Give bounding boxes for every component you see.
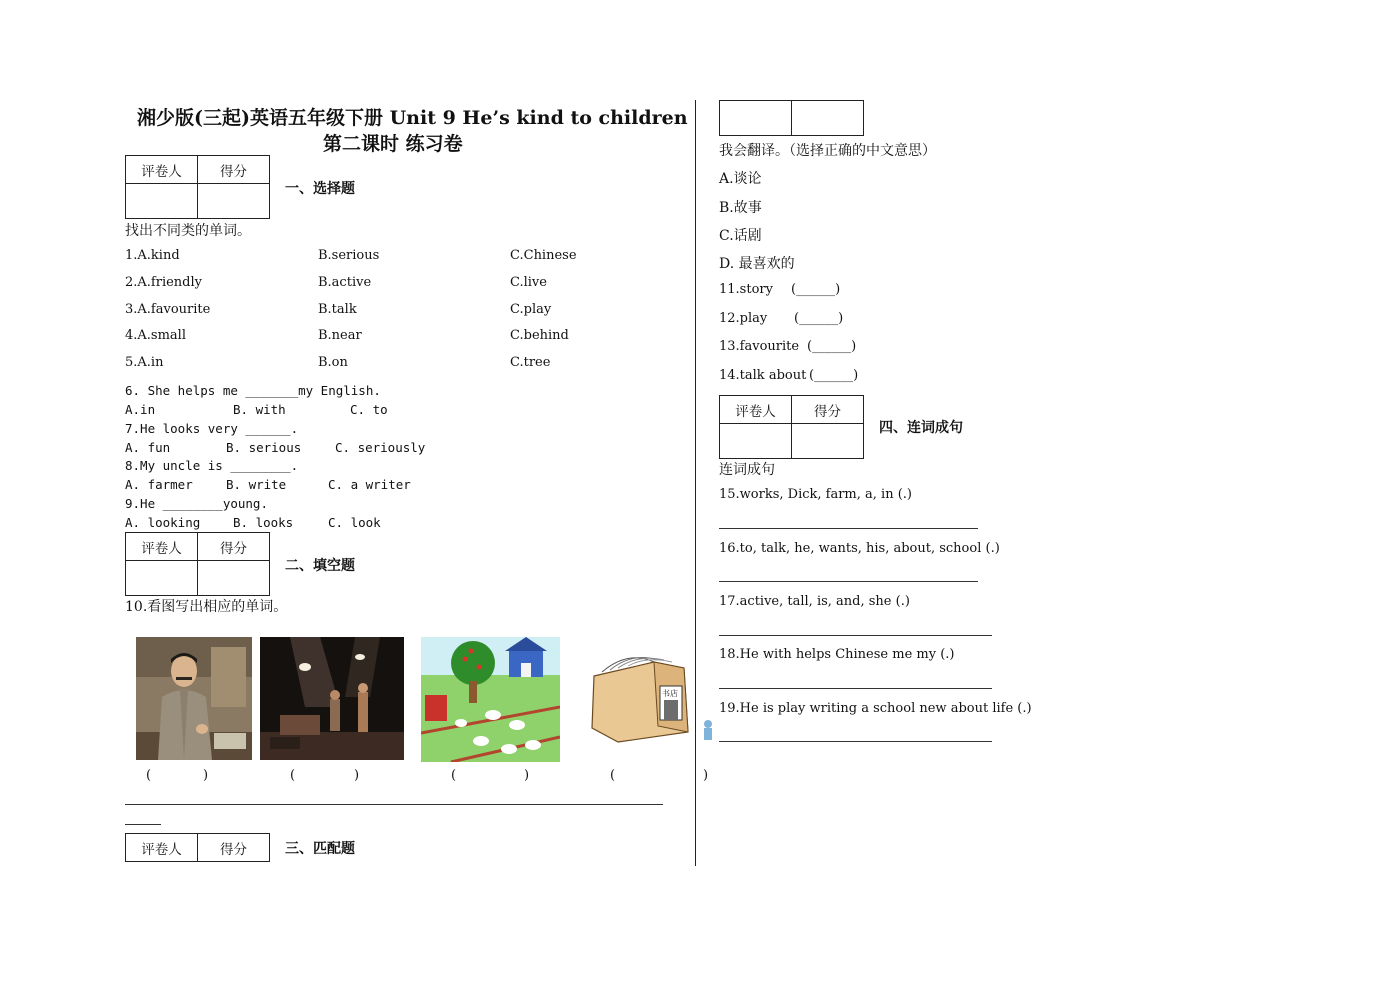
option-2c: C.live <box>510 275 547 290</box>
score-cell[interactable] <box>792 101 864 136</box>
option-2b: B.active <box>318 275 372 290</box>
score-box-3 <box>125 833 270 862</box>
question-6-a: A.in <box>125 402 156 417</box>
option-4c: C.behind <box>510 328 569 343</box>
sentence-15: 15.works, Dick, farm, a, in (.) <box>719 487 912 502</box>
reviewer-cell[interactable] <box>720 424 792 459</box>
question-7-c: C. seriously <box>335 440 426 455</box>
option-1c: C.Chinese <box>510 248 577 263</box>
score-label: 得分 <box>198 834 270 862</box>
part3-instruction: 我会翻译。（选择正确的中文意思） <box>719 143 936 159</box>
item-14-word: 14.talk about <box>719 368 807 383</box>
item-12-blank[interactable]: (______) <box>794 311 844 326</box>
answer-line-17[interactable] <box>719 635 992 636</box>
paren-close-2: ) <box>354 768 360 783</box>
title-line-2: 第二课时 练习卷 <box>323 133 463 155</box>
paren-close-3: ) <box>524 768 530 783</box>
question-7-a: A. fun <box>125 440 171 455</box>
question-8: 8.My uncle is ________. <box>125 458 299 473</box>
score-box-4 <box>719 395 864 459</box>
question-6-c: C. to <box>350 402 388 417</box>
translate-option-c: C.话剧 <box>719 228 762 244</box>
option-3c: C.play <box>510 302 552 317</box>
reviewer-label: 评卷人 <box>126 834 198 862</box>
question-9-a: A. looking <box>125 515 201 530</box>
translate-option-a: A.谈论 <box>719 171 762 187</box>
option-1a: 1.A.kind <box>125 248 180 263</box>
item-12-word: 12.play <box>719 311 768 326</box>
question-10: 10.看图写出相应的单词。 <box>125 599 288 615</box>
translate-option-d: D. 最喜欢的 <box>719 256 795 272</box>
paren-open-2: ( <box>290 768 296 783</box>
translate-option-b: B.故事 <box>719 200 762 216</box>
option-3a: 3.A.favourite <box>125 302 211 317</box>
answer-line-19[interactable] <box>719 741 992 742</box>
question-6: 6. She helps me _______my English. <box>125 383 381 398</box>
item-11-word: 11.story <box>719 282 773 297</box>
answer-line-15[interactable] <box>719 528 978 529</box>
question-8-a: A. farmer <box>125 477 193 492</box>
option-5a: 5.A.in <box>125 355 164 370</box>
item-13-word: 13.favourite <box>719 339 800 354</box>
section-1-heading: 一、选择题 <box>285 181 355 197</box>
paren-open-1: ( <box>146 768 152 783</box>
answer-line-10[interactable] <box>125 804 663 805</box>
paren-close-4: ) <box>703 768 709 783</box>
sentence-19: 19.He is play writing a school new about life (.) <box>719 701 1032 716</box>
reviewer-cell[interactable] <box>126 184 198 219</box>
score-cell[interactable] <box>792 424 864 459</box>
section-2-heading: 二、填空题 <box>285 558 355 574</box>
question-9-b: B. looks <box>233 515 294 530</box>
stage-play-image <box>260 637 404 760</box>
item-13-blank[interactable]: (______) <box>807 339 857 354</box>
score-label: 得分 <box>198 156 270 184</box>
answer-line-18[interactable] <box>719 688 992 689</box>
reviewer-label: 评卷人 <box>126 533 198 561</box>
part1-instruction: 找出不同类的单词。 <box>125 223 251 239</box>
score-box-1 <box>125 155 270 219</box>
sentence-17: 17.active, tall, is, and, she (.) <box>719 594 910 609</box>
option-5b: B.on <box>318 355 348 370</box>
item-14-blank[interactable]: (______) <box>809 368 859 383</box>
sentence-18: 18.He with helps Chinese me my (.) <box>719 647 955 662</box>
score-box-3-cells <box>719 100 864 136</box>
writer-portrait-image <box>136 637 252 760</box>
question-9-c: C. look <box>328 515 381 530</box>
sentence-16: 16.to, talk, he, wants, his, about, school (.) <box>719 541 1000 556</box>
score-cell[interactable] <box>198 184 270 219</box>
option-5c: C.tree <box>510 355 551 370</box>
option-3b: B.talk <box>318 302 357 317</box>
option-4b: B.near <box>318 328 362 343</box>
score-box-2 <box>125 532 270 596</box>
reviewer-label: 评卷人 <box>720 396 792 424</box>
item-11-blank[interactable]: (______) <box>791 282 841 297</box>
column-divider <box>695 100 696 866</box>
question-9: 9.He ________young. <box>125 496 268 511</box>
section-4-heading: 四、连词成句 <box>879 420 963 436</box>
question-7: 7.He looks very ______. <box>125 421 299 436</box>
answer-line-10-cont[interactable] <box>125 824 161 825</box>
option-2a: 2.A.friendly <box>125 275 202 290</box>
farm-image <box>421 637 560 762</box>
question-8-c: C. a writer <box>328 477 411 492</box>
title-line-1: 湘少版(三起)英语五年级下册 Unit 9 He’s kind to children <box>137 107 688 129</box>
section-3-heading: 三、匹配题 <box>285 841 355 857</box>
paren-close-1: ) <box>203 768 209 783</box>
score-label: 得分 <box>792 396 864 424</box>
paren-open-4: ( <box>610 768 616 783</box>
reviewer-label: 评卷人 <box>126 156 198 184</box>
score-cell[interactable] <box>198 561 270 596</box>
question-7-b: B. serious <box>226 440 302 455</box>
option-4a: 4.A.small <box>125 328 186 343</box>
book-store-image <box>588 648 728 744</box>
option-1b: B.serious <box>318 248 380 263</box>
reviewer-cell[interactable] <box>126 561 198 596</box>
answer-line-16[interactable] <box>719 581 978 582</box>
paren-open-3: ( <box>451 768 457 783</box>
question-6-b: B. with <box>233 402 286 417</box>
score-label: 得分 <box>198 533 270 561</box>
book-store-sign: 书店 <box>662 689 678 698</box>
reviewer-cell[interactable] <box>720 101 792 136</box>
question-8-b: B. write <box>226 477 287 492</box>
part4-instruction: 连词成句 <box>719 462 775 478</box>
